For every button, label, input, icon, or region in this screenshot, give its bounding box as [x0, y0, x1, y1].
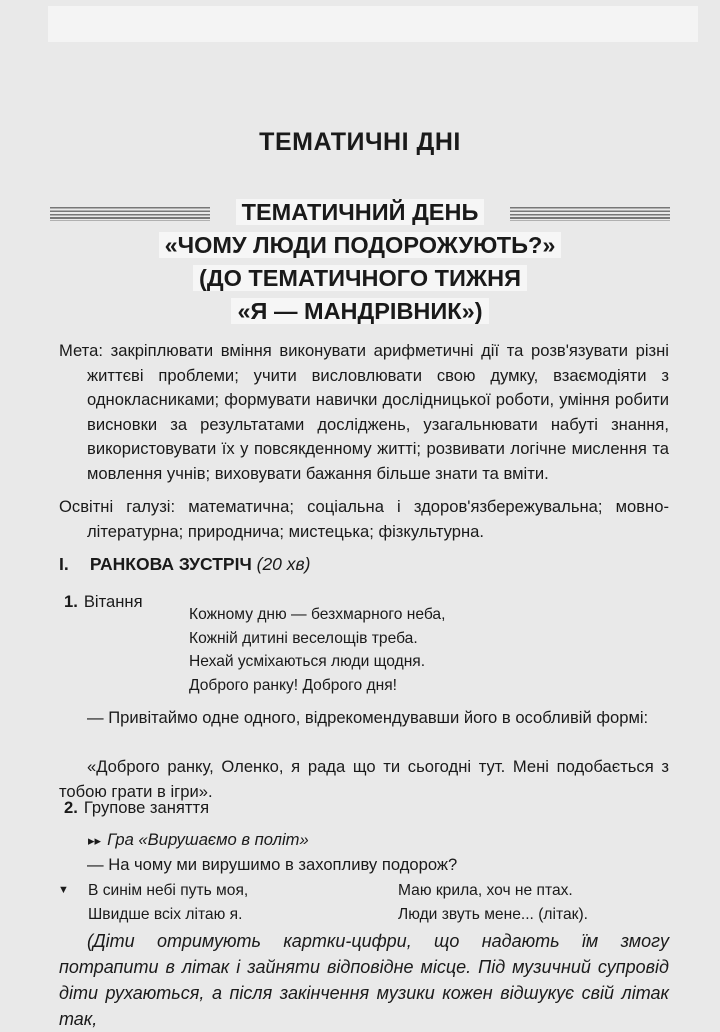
poem-line: Кожному дню — безхмарного неба,: [189, 606, 446, 623]
dialog-paragraph: «Доброго ранку, Оленко, я рада що ти сьогодні тут. Мені подобається з тобою грати в ігри».: [59, 757, 669, 801]
day-title-line-1: ТЕМАТИЧНИЙ ДЕНЬ: [236, 199, 485, 225]
part-number: I.: [59, 554, 69, 574]
item-group-lesson: [64, 798, 209, 818]
riddle-line: Люди звуть мене... (літак).: [398, 906, 588, 923]
part-heading: [59, 554, 311, 575]
goal-paragraph: [59, 339, 669, 486]
part-title: РАНКОВА ЗУСТРІЧ: [89, 554, 252, 574]
day-title-line-3: (ДО ТЕМАТИЧНОГО ТИЖНЯ: [193, 265, 527, 291]
fields-text: : математична; соціальна і здоров'язбережувальна; мовно-літературна; природнича; мистецька; фізкультурна.: [87, 497, 669, 541]
fields-paragraph: [59, 495, 669, 544]
section-title: ТЕМАТИЧНІ ДНІ: [259, 128, 461, 156]
item-greeting: [64, 592, 143, 612]
triangle-bullet-icon: ▼: [58, 884, 69, 896]
riddle-line: Маю крила, хоч не птах.: [398, 882, 573, 899]
item-label: Вітання: [83, 592, 143, 611]
poem: [189, 603, 445, 697]
dialog-paragraph: — Привітаймо одне одного, відрекомендувавши його в особливій формі:: [87, 708, 649, 727]
fields-label: Освітні галузі: [59, 497, 171, 516]
fast-forward-icon: ▸▸: [88, 833, 102, 848]
header-strip: [48, 6, 698, 42]
item-number: 2.: [64, 798, 78, 817]
riddle-right: [398, 879, 588, 927]
poem-line: Нехай усміхаються люди щодня.: [189, 653, 426, 670]
riddle-left: [88, 879, 248, 927]
question: — На чому ми вирушимо в захопливу подорож?: [87, 855, 458, 874]
riddle-line: В синім небі путь моя,: [88, 882, 249, 899]
day-title-line-2: «ЧОМУ ЛЮДИ ПОДОРОЖУЮТЬ?»: [159, 232, 562, 258]
goal-label: Мета: [59, 341, 99, 360]
riddle-line: Швидше всіх літаю я.: [88, 906, 243, 923]
poem-line: Кожній дитині веселощів треба.: [189, 629, 418, 647]
part-duration: (20 хв): [256, 554, 311, 574]
goal-text: : закріплювати вміння виконувати арифметичні дії та розв'язувати різні життєві проблеми; учити висловлювати свою думку, взаємодіяти з однокласниками; формувати навички дослідницької роботи, уміння робити висновки за результатами досліджень, узагальнювати набуті знання, використовувати їх у повсякденному житті; розвивати логічне мислення та мовлення учнів; виховувати бажання більше знати та вміти.: [87, 341, 669, 483]
day-title-line-4: «Я — МАНДРІВНИК»): [231, 298, 488, 324]
item-label: Групове заняття: [83, 798, 210, 817]
poem-line: Доброго ранку! Доброго дня!: [189, 676, 397, 694]
game-name: Гра «Вирушаємо в політ»: [107, 830, 309, 849]
item-number: 1.: [64, 592, 78, 611]
game-title: [88, 830, 309, 850]
activity-paragraph: (Діти отримують картки-цифри, що надають їм змогу потрапити в літак і зайняти відповідне місце. Під музичний супровід діти рухаються, а після закінчення музики кожен відшукує свій літак так,: [59, 931, 669, 1029]
day-title: [0, 196, 720, 328]
